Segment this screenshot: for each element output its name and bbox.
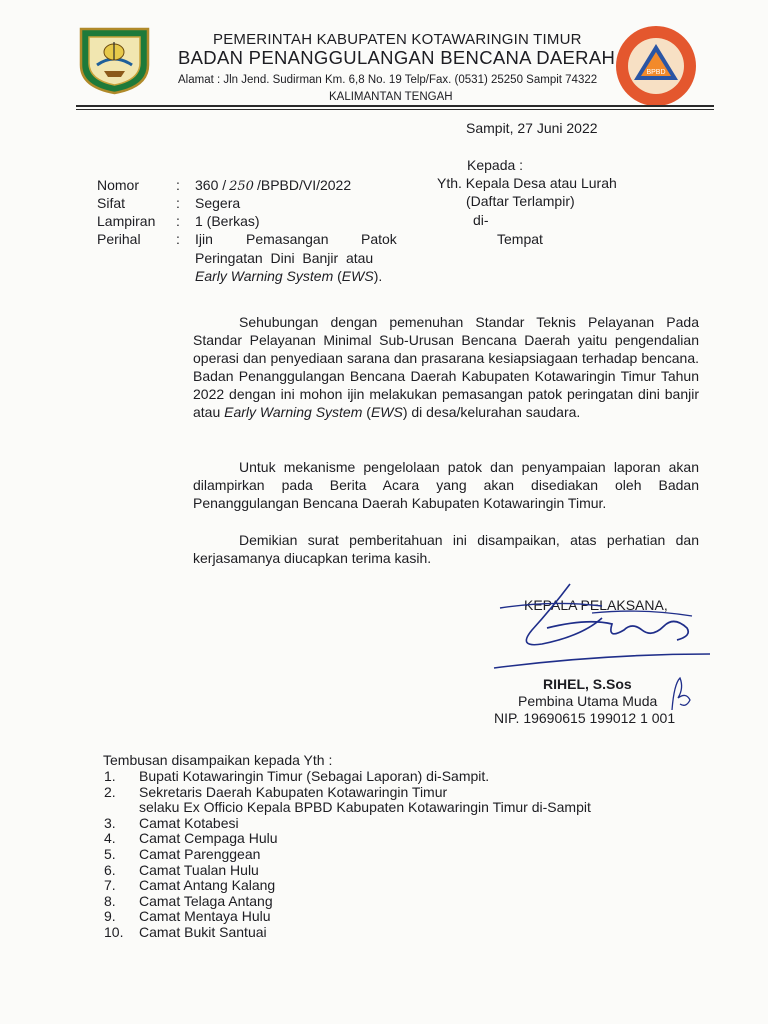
- tembusan-item-text: Camat Telaga Antang: [139, 893, 273, 909]
- body-paragraph-3: Demikian surat pemberitahuan ini disampaikan, atas perhatian dan kerjasamanya diucapkan terima kasih.: [193, 532, 699, 566]
- tembusan-item-text: Camat Parenggean: [139, 846, 261, 862]
- nomor-label: Nomor: [97, 177, 140, 193]
- nomor-handwritten: 250: [229, 179, 254, 194]
- tembusan-item-text: Camat Mentaya Hulu: [139, 908, 271, 924]
- letter-date: Sampit, 27 Juni 2022: [466, 120, 598, 136]
- tembusan-item-number: 9.: [104, 908, 116, 924]
- tembusan-item-number: 2.: [104, 784, 116, 800]
- tembusan-item-text: Camat Bukit Santuai: [139, 924, 267, 940]
- signer-rank: Pembina Utama Muda: [518, 693, 658, 709]
- tembusan-item-number: 7.: [104, 877, 116, 893]
- perihal-word2: Pemasangan: [246, 231, 329, 247]
- lampiran-value: 1 (Berkas): [195, 213, 260, 229]
- nomor-colon: :: [176, 177, 180, 193]
- bpbd-logo-center-text: BPBD: [646, 69, 666, 76]
- tembusan-item-number: 6.: [104, 862, 116, 878]
- recipient-line4: Tempat: [497, 231, 543, 247]
- perihal-line2: Peringatan Dini Banjir atau: [195, 250, 374, 266]
- sifat-value: Segera: [195, 195, 241, 211]
- recipient-line3: di-: [473, 212, 489, 228]
- nomor-prefix: 360 /: [195, 177, 227, 193]
- tembusan-item-number: 5.: [104, 846, 116, 862]
- signer-name: RIHEL, S.Sos: [543, 676, 632, 692]
- lampiran-label: Lampiran: [97, 213, 156, 229]
- body-paragraph-1: Sehubungan dengan pemenuhan Standar Teknis Pelayanan Pada Standar Pelayanan Minimal Sub-Urusan Bencana Daerah yaitu pengendalian operasi dan penyediaan sarana dan prasarana kesiapsiagaan terhadap bencana. Badan Penanggulangan Bencana Daerah Kabupaten Kotawaringin Timur Tahun 2022 dengan ini mohon ijin melakukan pemasangan patok peringatan dini banjir atau Early Warning System (EWS) di desa/kelurahan saudara.: [193, 314, 699, 420]
- nomor-value: [195, 177, 351, 195]
- tembusan-item-number: 1.: [104, 768, 116, 784]
- perihal-word3: Patok: [361, 231, 397, 247]
- tembusan-item-number: 8.: [104, 893, 116, 909]
- recipient-kepada: Kepada :: [467, 157, 524, 173]
- perihal-word1: Ijin: [195, 231, 213, 247]
- tembusan-item-text: Camat Kotabesi: [139, 815, 239, 831]
- sifat-colon: :: [176, 195, 180, 211]
- tembusan-item-text: selaku Ex Officio Kepala BPBD Kabupaten Kotawaringin Timur di-Sampit: [139, 799, 591, 815]
- letterhead-rule-thin: [76, 109, 714, 110]
- tembusan-item-text: Camat Cempaga Hulu: [139, 830, 278, 846]
- letterhead-government: PEMERINTAH KABUPATEN KOTAWARINGIN TIMUR: [213, 31, 582, 48]
- signer-nip: NIP. 19690615 199012 1 001: [494, 710, 676, 726]
- recipient-line1: Yth. Kepala Desa atau Lurah: [437, 175, 617, 191]
- tembusan-item-number: 3.: [104, 815, 116, 831]
- perihal-line3: Early Warning System (EWS).: [195, 268, 383, 284]
- sifat-label: Sifat: [97, 195, 126, 211]
- bpbd-logo: [614, 24, 698, 108]
- perihal-ews-abbr: EWS: [341, 268, 374, 284]
- perihal-ews-full: Early Warning System: [195, 268, 334, 284]
- letterhead-address: Alamat : Jln Jend. Sudirman Km. 6,8 No. 19 Telp/Fax. (0531) 25250 Sampit 74322: [178, 74, 598, 86]
- perihal-label: Perihal: [97, 231, 141, 247]
- signature-title: KEPALA PELAKSANA,: [524, 597, 668, 613]
- tembusan-item-text: Bupati Kotawaringin Timur (Sebagai Laporan) di-Sampit.: [139, 768, 490, 784]
- kotim-crest-logo: [77, 25, 152, 95]
- body-paragraph-2: Untuk mekanisme pengelolaan patok dan penyampaian laporan akan dilampirkan pada Berita Acara yang akan disediakan oleh Badan Penanggulangan Bencana Daerah Kabupaten Kotawaringin Timur.: [193, 459, 699, 511]
- lampiran-colon: :: [176, 213, 180, 229]
- paraf-initials: [666, 674, 696, 714]
- letterhead-agency: BADAN PENANGGULANGAN BENCANA DAERAH: [178, 47, 616, 68]
- tembusan-heading: Tembusan disampaikan kepada Yth :: [103, 752, 333, 768]
- perihal-colon: :: [176, 231, 180, 247]
- letterhead-rule-thick: [76, 105, 714, 107]
- tembusan-item-text: Sekretaris Daerah Kabupaten Kotawaringin Timur: [139, 784, 448, 800]
- nomor-suffix: /BPBD/VI/2022: [256, 177, 352, 193]
- letterhead-region: KALIMANTAN TENGAH: [329, 91, 453, 103]
- recipient-line2: (Daftar Terlampir): [466, 193, 575, 209]
- tembusan-item-number: 4.: [104, 830, 116, 846]
- handwritten-signature: [492, 578, 712, 678]
- tembusan-item-text: Camat Tualan Hulu: [139, 862, 259, 878]
- tembusan-item-number: 10.: [104, 924, 124, 940]
- tembusan-item-text: Camat Antang Kalang: [139, 877, 276, 893]
